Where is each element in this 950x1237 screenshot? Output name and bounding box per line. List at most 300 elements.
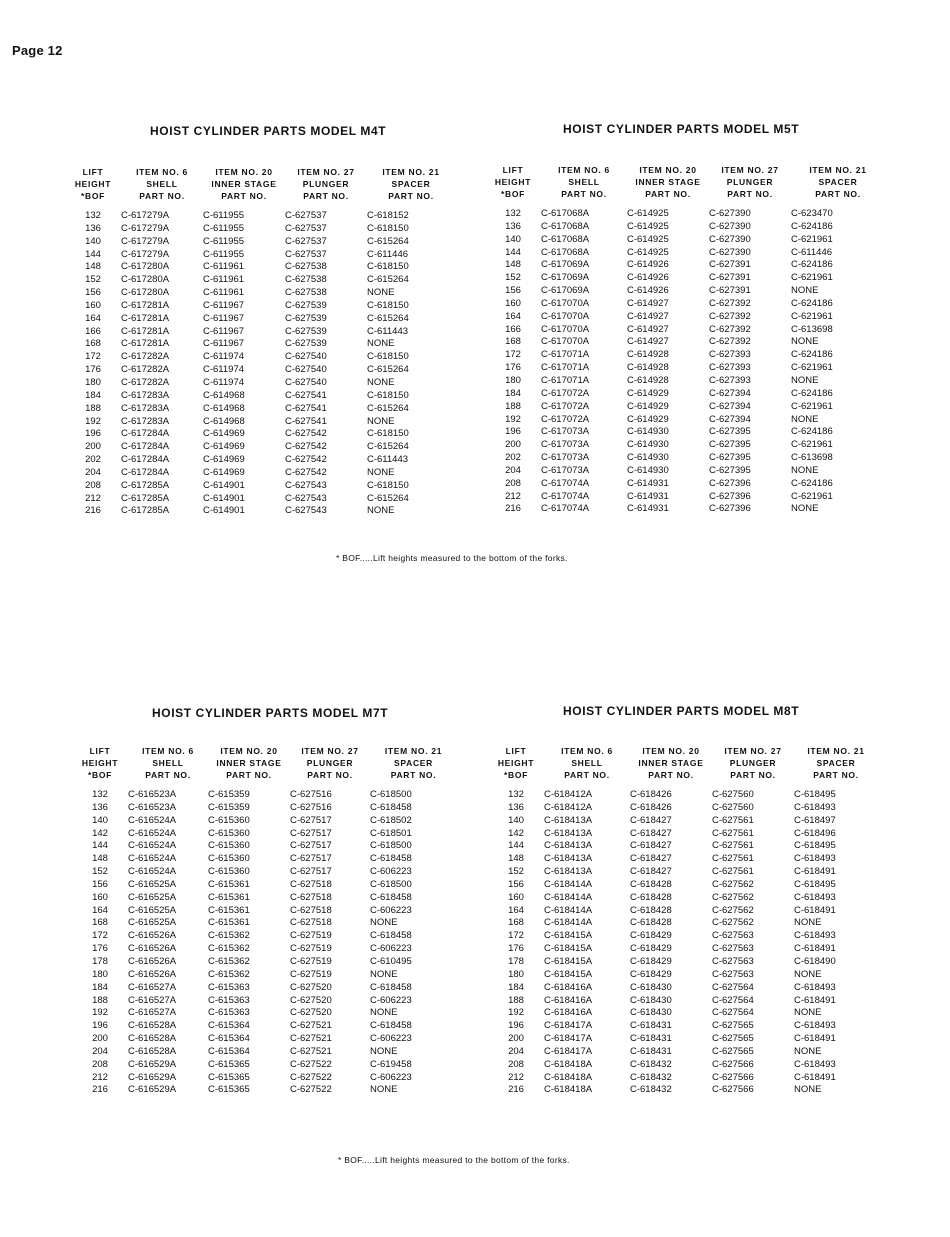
shell-part-no-cell: C-617069A bbox=[541, 272, 590, 284]
table-row bbox=[485, 439, 885, 452]
table-row bbox=[72, 1007, 457, 1020]
lift-height-cell: 152 bbox=[505, 272, 521, 284]
inner-stage-part-no-cell: C-615365 bbox=[208, 1084, 250, 1096]
lift-height-cell: 172 bbox=[508, 930, 524, 942]
table-row bbox=[488, 840, 878, 853]
shell-part-no-cell: C-617068A bbox=[541, 220, 590, 232]
plunger-part-no-cell: C-627393 bbox=[709, 362, 751, 374]
spacer-part-no-cell: C-618150 bbox=[367, 299, 409, 311]
table-row bbox=[485, 426, 885, 439]
shell-part-no-cell: C-616526A bbox=[128, 955, 177, 967]
inner-stage-part-no-cell: C-615361 bbox=[208, 878, 250, 890]
spacer-part-no-cell: C-606223 bbox=[370, 1071, 412, 1083]
column-header-plunger-part-no bbox=[709, 164, 791, 208]
spacer-part-no-cell: C-618458 bbox=[370, 1020, 412, 1032]
shell-part-no-cell: C-616523A bbox=[128, 801, 177, 813]
plunger-part-no-cell: C-627542 bbox=[285, 428, 327, 440]
lift-height-cell: 212 bbox=[508, 1071, 524, 1083]
plunger-part-no-cell: C-627395 bbox=[709, 464, 751, 476]
inner-stage-part-no-cell: C-618432 bbox=[630, 1058, 672, 1070]
shell-part-no-cell: C-617074A bbox=[541, 490, 590, 502]
table-row bbox=[72, 853, 457, 866]
plunger-part-no-cell: C-627564 bbox=[712, 1007, 754, 1019]
table-row bbox=[488, 1033, 878, 1046]
header-line: *BOF bbox=[500, 189, 526, 199]
inner-stage-part-no-cell: C-618431 bbox=[630, 1033, 672, 1045]
spacer-part-no-cell: C-613698 bbox=[791, 323, 833, 335]
column-header-plunger-part-no bbox=[285, 166, 367, 210]
table-row bbox=[72, 815, 457, 828]
shell-part-no-cell: C-616523A bbox=[128, 789, 177, 800]
spacer-part-no-cell: C-606223 bbox=[370, 1033, 412, 1045]
inner-stage-part-no-cell: C-614931 bbox=[627, 490, 669, 502]
spacer-part-no-cell: C-615264 bbox=[367, 402, 409, 414]
inner-stage-part-no-cell: C-618427 bbox=[630, 853, 672, 865]
shell-part-no-cell: C-618416A bbox=[544, 1007, 593, 1019]
table-row bbox=[72, 789, 457, 802]
spacer-part-no-cell: C-618490 bbox=[794, 955, 836, 967]
table-row bbox=[488, 879, 878, 892]
table-row bbox=[65, 428, 455, 441]
table-row bbox=[488, 828, 878, 841]
spacer-part-no-cell: C-618458 bbox=[370, 801, 412, 813]
inner-stage-part-no-cell: C-614927 bbox=[627, 297, 669, 309]
header-line: LIFT bbox=[82, 167, 104, 177]
spacer-part-no-cell: C-618496 bbox=[794, 827, 836, 839]
inner-stage-part-no-cell: C-615359 bbox=[208, 801, 250, 813]
plunger-part-no-cell: C-627537 bbox=[285, 248, 327, 260]
lift-height-cell: 136 bbox=[508, 801, 524, 813]
header-line: INNER STAGE bbox=[635, 177, 701, 187]
lift-height-cell: 180 bbox=[92, 968, 108, 980]
header-line: LIFT bbox=[505, 746, 527, 756]
spacer-part-no-cell: NONE bbox=[794, 1045, 822, 1057]
lift-height-cell: 156 bbox=[85, 287, 101, 299]
table-header-row bbox=[72, 745, 457, 789]
table-row bbox=[65, 326, 455, 339]
shell-part-no-cell: C-617073A bbox=[541, 426, 590, 438]
spacer-part-no-cell: C-615264 bbox=[367, 274, 409, 286]
shell-part-no-cell: C-617282A bbox=[121, 376, 170, 388]
plunger-part-no-cell: C-627391 bbox=[709, 272, 751, 284]
table-row bbox=[485, 311, 885, 324]
inner-stage-part-no-cell: C-614968 bbox=[203, 402, 245, 414]
spacer-part-no-cell: NONE bbox=[794, 968, 822, 980]
lift-height-cell: 202 bbox=[85, 454, 101, 466]
inner-stage-part-no-cell: C-618430 bbox=[630, 981, 672, 993]
spacer-part-no-cell: NONE bbox=[370, 968, 398, 980]
table-row bbox=[72, 905, 457, 918]
plunger-part-no-cell: C-627543 bbox=[285, 492, 327, 504]
inner-stage-part-no-cell: C-615363 bbox=[208, 981, 250, 993]
inner-stage-part-no-cell: C-614929 bbox=[627, 400, 669, 412]
lift-height-cell: 196 bbox=[505, 426, 521, 438]
spacer-part-no-cell: NONE bbox=[370, 1084, 398, 1096]
header-line: ITEM NO. 20 bbox=[639, 165, 697, 175]
lift-height-cell: 168 bbox=[92, 917, 108, 929]
shell-part-no-cell: C-617281A bbox=[121, 312, 170, 324]
shell-part-no-cell: C-617068A bbox=[541, 208, 590, 219]
spacer-part-no-cell: NONE bbox=[367, 287, 395, 299]
inner-stage-part-no-cell: C-614928 bbox=[627, 374, 669, 386]
inner-stage-part-no-cell: C-618430 bbox=[630, 994, 672, 1006]
plunger-part-no-cell: C-627392 bbox=[709, 336, 751, 348]
table-row bbox=[65, 274, 455, 287]
shell-part-no-cell: C-618415A bbox=[544, 943, 593, 955]
shell-part-no-cell: C-617280A bbox=[121, 274, 170, 286]
lift-height-cell: 200 bbox=[92, 1033, 108, 1045]
shell-part-no-cell: C-616526A bbox=[128, 930, 177, 942]
spacer-part-no-cell: NONE bbox=[370, 1045, 398, 1057]
table-row bbox=[485, 503, 885, 516]
shell-part-no-cell: C-617279A bbox=[121, 235, 170, 247]
plunger-part-no-cell: C-627539 bbox=[285, 312, 327, 324]
table-row bbox=[72, 879, 457, 892]
shell-part-no-cell: C-617281A bbox=[121, 325, 170, 337]
spacer-part-no-cell: C-624186 bbox=[791, 477, 833, 489]
spacer-part-no-cell: C-611443 bbox=[367, 454, 409, 466]
inner-stage-part-no-cell: C-614926 bbox=[627, 259, 669, 271]
plunger-part-no-cell: C-627566 bbox=[712, 1058, 754, 1070]
table-row bbox=[485, 375, 885, 388]
plunger-part-no-cell: C-627393 bbox=[709, 349, 751, 361]
lift-height-cell: 164 bbox=[508, 904, 524, 916]
table-row bbox=[65, 287, 455, 300]
spacer-part-no-cell: C-618502 bbox=[370, 814, 412, 826]
table-row bbox=[485, 234, 885, 247]
inner-stage-part-no-cell: C-615362 bbox=[208, 955, 250, 967]
plunger-part-no-cell: C-627520 bbox=[290, 994, 332, 1006]
plunger-part-no-cell: C-627537 bbox=[285, 210, 327, 221]
shell-part-no-cell: C-617284A bbox=[121, 454, 170, 466]
table-row bbox=[485, 208, 885, 221]
table-row bbox=[65, 416, 455, 429]
inner-stage-part-no-cell: C-618428 bbox=[630, 891, 672, 903]
inner-stage-part-no-cell: C-615362 bbox=[208, 930, 250, 942]
shell-part-no-cell: C-617073A bbox=[541, 452, 590, 464]
inner-stage-part-no-cell: C-611967 bbox=[203, 338, 245, 350]
table-row bbox=[65, 480, 455, 493]
lift-height-cell: 160 bbox=[505, 297, 521, 309]
header-line: ITEM NO. 27 bbox=[301, 746, 359, 756]
shell-part-no-cell: C-617279A bbox=[121, 222, 170, 234]
inner-stage-part-no-cell: C-614929 bbox=[627, 413, 669, 425]
spacer-part-no-cell: C-606223 bbox=[370, 994, 412, 1006]
spacer-part-no-cell: NONE bbox=[367, 376, 395, 388]
plunger-part-no-cell: C-627565 bbox=[712, 1020, 754, 1032]
inner-stage-part-no-cell: C-618428 bbox=[630, 878, 672, 890]
spacer-part-no-cell: C-619458 bbox=[370, 1058, 412, 1070]
header-line: SHELL bbox=[568, 177, 600, 187]
plunger-part-no-cell: C-627519 bbox=[290, 955, 332, 967]
inner-stage-part-no-cell: C-615365 bbox=[208, 1058, 250, 1070]
inner-stage-part-no-cell: C-614926 bbox=[627, 272, 669, 284]
spacer-part-no-cell: C-621961 bbox=[791, 272, 833, 284]
header-line: *BOF bbox=[503, 770, 529, 780]
section-title: HOIST CYLINDER PARTS MODEL M5T bbox=[563, 122, 800, 136]
shell-part-no-cell: C-617280A bbox=[121, 261, 170, 273]
inner-stage-part-no-cell: C-614968 bbox=[203, 415, 245, 427]
inner-stage-part-no-cell: C-614968 bbox=[203, 389, 245, 401]
inner-stage-part-no-cell: C-614930 bbox=[627, 426, 669, 438]
header-line: SHELL bbox=[571, 758, 603, 768]
table-header-row bbox=[65, 166, 455, 210]
lift-height-cell: 192 bbox=[85, 415, 101, 427]
lift-height-cell: 188 bbox=[505, 400, 521, 412]
shell-part-no-cell: C-617072A bbox=[541, 413, 590, 425]
inner-stage-part-no-cell: C-618429 bbox=[630, 943, 672, 955]
spacer-part-no-cell: C-618458 bbox=[370, 930, 412, 942]
lift-height-cell: 140 bbox=[505, 233, 521, 245]
shell-part-no-cell: C-617072A bbox=[541, 400, 590, 412]
plunger-part-no-cell: C-627537 bbox=[285, 222, 327, 234]
plunger-part-no-cell: C-627521 bbox=[290, 1020, 332, 1032]
header-line: PLUNGER bbox=[302, 179, 350, 189]
spacer-part-no-cell: C-618152 bbox=[367, 210, 409, 221]
table-row bbox=[65, 377, 455, 390]
parts-table-m4t bbox=[65, 166, 455, 518]
header-line: INNER STAGE bbox=[638, 758, 704, 768]
plunger-part-no-cell: C-627518 bbox=[290, 917, 332, 929]
spacer-part-no-cell: C-624186 bbox=[791, 426, 833, 438]
lift-height-cell: 180 bbox=[505, 374, 521, 386]
spacer-part-no-cell: C-621961 bbox=[791, 439, 833, 451]
shell-part-no-cell: C-617072A bbox=[541, 387, 590, 399]
inner-stage-part-no-cell: C-614969 bbox=[203, 441, 245, 453]
shell-part-no-cell: C-617074A bbox=[541, 477, 590, 489]
plunger-part-no-cell: C-627395 bbox=[709, 426, 751, 438]
plunger-part-no-cell: C-627396 bbox=[709, 503, 751, 515]
table-row bbox=[72, 917, 457, 930]
plunger-part-no-cell: C-627542 bbox=[285, 454, 327, 466]
inner-stage-part-no-cell: C-614925 bbox=[627, 246, 669, 258]
header-line: LIFT bbox=[502, 165, 524, 175]
lift-height-cell: 148 bbox=[92, 853, 108, 865]
lift-height-cell: 142 bbox=[92, 827, 108, 839]
inner-stage-part-no-cell: C-615362 bbox=[208, 968, 250, 980]
header-line: LIFT bbox=[89, 746, 111, 756]
column-header-inner-stage-part-no bbox=[630, 745, 712, 789]
inner-stage-part-no-cell: C-611967 bbox=[203, 325, 245, 337]
table-row bbox=[72, 892, 457, 905]
lift-height-cell: 160 bbox=[508, 891, 524, 903]
plunger-part-no-cell: C-627561 bbox=[712, 827, 754, 839]
column-header-inner-stage-part-no bbox=[627, 164, 709, 208]
header-line: INNER STAGE bbox=[216, 758, 282, 768]
plunger-part-no-cell: C-627522 bbox=[290, 1084, 332, 1096]
inner-stage-part-no-cell: C-611961 bbox=[203, 287, 245, 299]
table-row bbox=[485, 414, 885, 427]
plunger-part-no-cell: C-627566 bbox=[712, 1084, 754, 1096]
inner-stage-part-no-cell: C-614969 bbox=[203, 454, 245, 466]
spacer-part-no-cell: C-618500 bbox=[370, 878, 412, 890]
spacer-part-no-cell: C-618500 bbox=[370, 789, 412, 800]
spacer-part-no-cell: C-611446 bbox=[367, 248, 409, 260]
shell-part-no-cell: C-616527A bbox=[128, 994, 177, 1006]
parts-table-m8t bbox=[488, 745, 878, 1097]
inner-stage-part-no-cell: C-618427 bbox=[630, 814, 672, 826]
plunger-part-no-cell: C-627562 bbox=[712, 891, 754, 903]
table-row bbox=[488, 866, 878, 879]
table-row bbox=[65, 493, 455, 506]
lift-height-cell: 140 bbox=[85, 235, 101, 247]
inner-stage-part-no-cell: C-614930 bbox=[627, 439, 669, 451]
lift-height-cell: 176 bbox=[85, 364, 101, 376]
header-line: PART NO. bbox=[221, 191, 267, 201]
lift-height-cell: 144 bbox=[508, 840, 524, 852]
shell-part-no-cell: C-617280A bbox=[121, 287, 170, 299]
inner-stage-part-no-cell: C-614925 bbox=[627, 208, 669, 219]
spacer-part-no-cell: C-618491 bbox=[794, 1071, 836, 1083]
spacer-part-no-cell: C-618493 bbox=[794, 930, 836, 942]
shell-part-no-cell: C-617068A bbox=[541, 233, 590, 245]
lift-height-cell: 166 bbox=[85, 325, 101, 337]
table-row bbox=[488, 930, 878, 943]
table-row bbox=[488, 1046, 878, 1059]
plunger-part-no-cell: C-627392 bbox=[709, 297, 751, 309]
table-row bbox=[485, 362, 885, 375]
lift-height-cell: 156 bbox=[508, 878, 524, 890]
table-row bbox=[485, 298, 885, 311]
column-header-spacer-part-no bbox=[367, 166, 455, 210]
lift-height-cell: 184 bbox=[85, 389, 101, 401]
shell-part-no-cell: C-616527A bbox=[128, 981, 177, 993]
spacer-part-no-cell: C-624186 bbox=[791, 297, 833, 309]
spacer-part-no-cell: NONE bbox=[794, 1084, 822, 1096]
table-row bbox=[488, 1007, 878, 1020]
shell-part-no-cell: C-618413A bbox=[544, 827, 593, 839]
shell-part-no-cell: C-617071A bbox=[541, 374, 590, 386]
shell-part-no-cell: C-618415A bbox=[544, 930, 593, 942]
plunger-part-no-cell: C-627540 bbox=[285, 364, 327, 376]
spacer-part-no-cell: C-618150 bbox=[367, 261, 409, 273]
spacer-part-no-cell: C-618491 bbox=[794, 866, 836, 878]
plunger-part-no-cell: C-627393 bbox=[709, 374, 751, 386]
table-row bbox=[72, 969, 457, 982]
footnote-bof-top: * BOF.....Lift heights measured to the bottom of the forks. bbox=[336, 553, 568, 563]
lift-height-cell: 212 bbox=[92, 1071, 108, 1083]
section-title: HOIST CYLINDER PARTS MODEL M8T bbox=[563, 704, 800, 718]
lift-height-cell: 202 bbox=[505, 452, 521, 464]
table-row bbox=[65, 467, 455, 480]
table-row bbox=[488, 982, 878, 995]
plunger-part-no-cell: C-627391 bbox=[709, 259, 751, 271]
spacer-part-no-cell: C-623470 bbox=[791, 208, 833, 219]
lift-height-cell: 200 bbox=[508, 1033, 524, 1045]
lift-height-cell: 136 bbox=[85, 222, 101, 234]
lift-height-cell: 184 bbox=[508, 981, 524, 993]
inner-stage-part-no-cell: C-618427 bbox=[630, 840, 672, 852]
spacer-part-no-cell: NONE bbox=[367, 466, 395, 478]
shell-part-no-cell: C-617279A bbox=[121, 248, 170, 260]
plunger-part-no-cell: C-627522 bbox=[290, 1058, 332, 1070]
lift-height-cell: 152 bbox=[92, 866, 108, 878]
table-row bbox=[65, 236, 455, 249]
plunger-part-no-cell: C-627519 bbox=[290, 930, 332, 942]
table-row bbox=[488, 943, 878, 956]
header-line: ITEM NO. 20 bbox=[220, 746, 278, 756]
table-row bbox=[72, 1020, 457, 1033]
lift-height-cell: 180 bbox=[508, 968, 524, 980]
spacer-part-no-cell: NONE bbox=[367, 505, 395, 517]
shell-part-no-cell: C-618412A bbox=[544, 801, 593, 813]
shell-part-no-cell: C-618417A bbox=[544, 1045, 593, 1057]
spacer-part-no-cell: C-606223 bbox=[370, 943, 412, 955]
header-line: HEIGHT bbox=[497, 758, 535, 768]
lift-height-cell: 216 bbox=[92, 1084, 108, 1096]
spacer-part-no-cell: C-618150 bbox=[367, 479, 409, 491]
plunger-part-no-cell: C-627390 bbox=[709, 233, 751, 245]
inner-stage-part-no-cell: C-615364 bbox=[208, 1020, 250, 1032]
plunger-part-no-cell: C-627519 bbox=[290, 968, 332, 980]
spacer-part-no-cell: C-611446 bbox=[791, 246, 833, 258]
shell-part-no-cell: C-617070A bbox=[541, 336, 590, 348]
shell-part-no-cell: C-616524A bbox=[128, 853, 177, 865]
inner-stage-part-no-cell: C-615360 bbox=[208, 840, 250, 852]
inner-stage-part-no-cell: C-615361 bbox=[208, 904, 250, 916]
shell-part-no-cell: C-617070A bbox=[541, 310, 590, 322]
header-line: SPACER bbox=[391, 179, 431, 189]
inner-stage-part-no-cell: C-618427 bbox=[630, 866, 672, 878]
spacer-part-no-cell: NONE bbox=[791, 336, 819, 348]
shell-part-no-cell: C-616529A bbox=[128, 1071, 177, 1083]
header-line: PART NO. bbox=[307, 770, 353, 780]
lift-height-cell: 166 bbox=[505, 323, 521, 335]
spacer-part-no-cell: NONE bbox=[791, 464, 819, 476]
plunger-part-no-cell: C-627541 bbox=[285, 415, 327, 427]
shell-part-no-cell: C-617282A bbox=[121, 351, 170, 363]
lift-height-cell: 148 bbox=[505, 259, 521, 271]
inner-stage-part-no-cell: C-614927 bbox=[627, 323, 669, 335]
inner-stage-part-no-cell: C-615364 bbox=[208, 1033, 250, 1045]
header-line: ITEM NO. 21 bbox=[807, 746, 865, 756]
inner-stage-part-no-cell: C-611961 bbox=[203, 274, 245, 286]
table-row bbox=[485, 491, 885, 504]
header-line: ITEM NO. 27 bbox=[724, 746, 782, 756]
inner-stage-part-no-cell: C-614929 bbox=[627, 387, 669, 399]
spacer-part-no-cell: C-624186 bbox=[791, 349, 833, 361]
plunger-part-no-cell: C-627541 bbox=[285, 402, 327, 414]
column-header-inner-stage-part-no bbox=[203, 166, 285, 210]
header-line: PART NO. bbox=[813, 770, 859, 780]
shell-part-no-cell: C-616527A bbox=[128, 1007, 177, 1019]
table-row bbox=[72, 840, 457, 853]
inner-stage-part-no-cell: C-615360 bbox=[208, 814, 250, 826]
shell-part-no-cell: C-616529A bbox=[128, 1058, 177, 1070]
shell-part-no-cell: C-618417A bbox=[544, 1020, 593, 1032]
plunger-part-no-cell: C-627516 bbox=[290, 789, 332, 800]
table-row bbox=[488, 1084, 878, 1097]
plunger-part-no-cell: C-627521 bbox=[290, 1033, 332, 1045]
spacer-part-no-cell: C-618458 bbox=[370, 853, 412, 865]
lift-height-cell: 132 bbox=[92, 789, 108, 800]
spacer-part-no-cell: C-618495 bbox=[794, 878, 836, 890]
plunger-part-no-cell: C-627517 bbox=[290, 814, 332, 826]
inner-stage-part-no-cell: C-615363 bbox=[208, 994, 250, 1006]
table-row bbox=[485, 285, 885, 298]
inner-stage-part-no-cell: C-615361 bbox=[208, 891, 250, 903]
spacer-part-no-cell: C-615264 bbox=[367, 492, 409, 504]
header-line: INNER STAGE bbox=[211, 179, 277, 189]
spacer-part-no-cell: C-621961 bbox=[791, 490, 833, 502]
shell-part-no-cell: C-618414A bbox=[544, 878, 593, 890]
spacer-part-no-cell: C-606223 bbox=[370, 904, 412, 916]
header-line: ITEM NO. 6 bbox=[142, 746, 194, 756]
table-row bbox=[488, 1072, 878, 1085]
inner-stage-part-no-cell: C-611955 bbox=[203, 248, 245, 260]
plunger-part-no-cell: C-627561 bbox=[712, 853, 754, 865]
inner-stage-part-no-cell: C-614901 bbox=[203, 505, 245, 517]
